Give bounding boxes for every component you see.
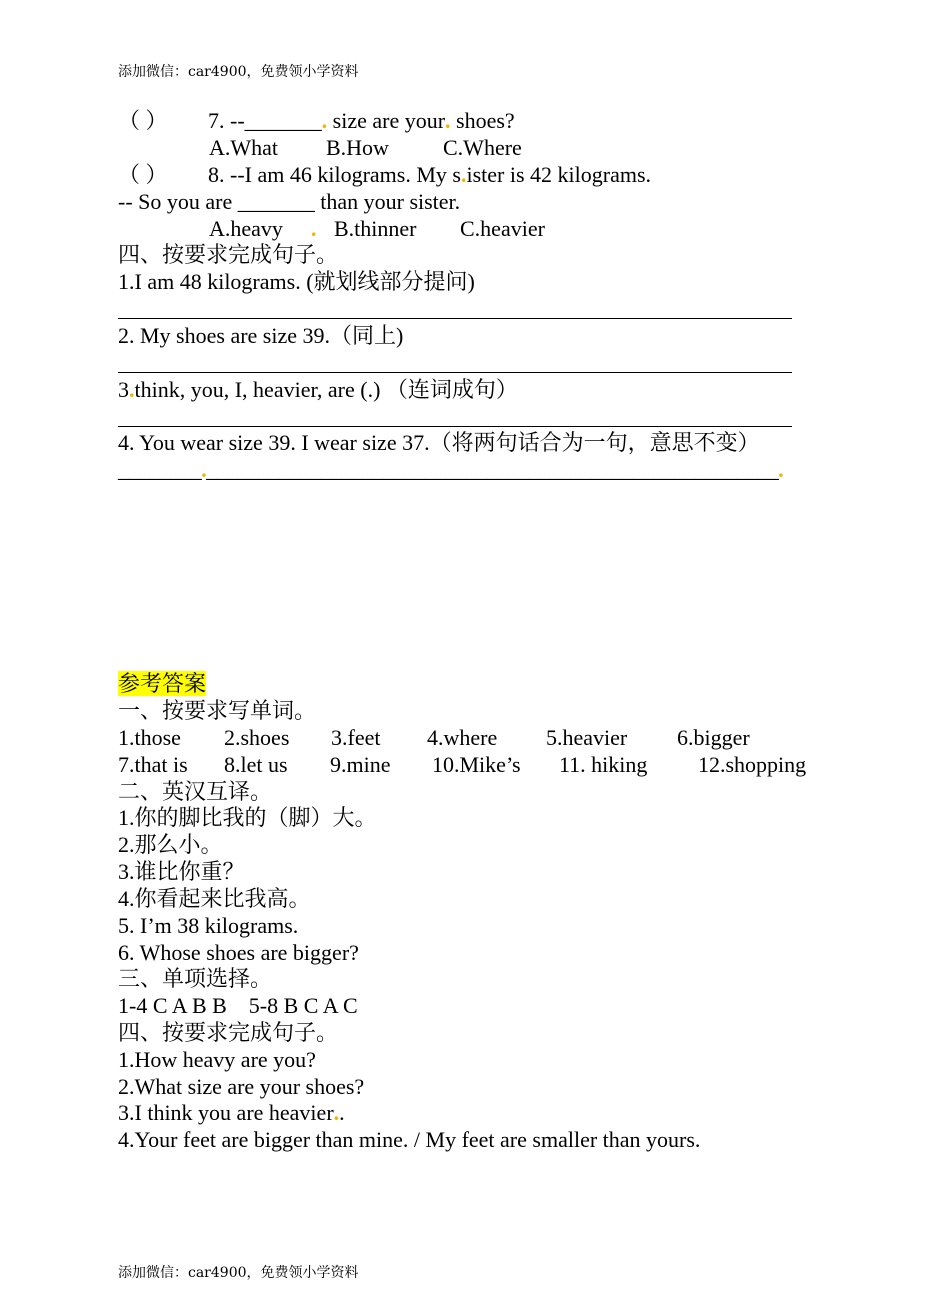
option-a: A.What bbox=[209, 135, 279, 160]
format-mark: . bbox=[201, 457, 207, 482]
format-mark: . bbox=[445, 108, 451, 133]
answer-paren: （ ） bbox=[118, 108, 168, 133]
format-mark: . bbox=[460, 162, 467, 187]
answer-item: 9.mine bbox=[330, 752, 391, 777]
answer-item: 8.let us bbox=[224, 752, 288, 777]
page-header: 添加微信：car4900，免费领小学资料 bbox=[118, 64, 359, 80]
answer-section-4-item-1: 1.How heavy are you? bbox=[118, 1047, 316, 1072]
option-c: C.heavier bbox=[460, 216, 545, 241]
format-mark: . bbox=[311, 216, 317, 241]
answer-section-4-item-4: 4.Your feet are bigger than mine. / My feet are smaller than yours. bbox=[118, 1127, 701, 1152]
question-8-line2: -- So you are _______ than your sister. bbox=[118, 189, 461, 214]
answer-item: 3.feet bbox=[331, 725, 381, 750]
answer-section-3-heading: 三、单项选择。 bbox=[118, 966, 273, 991]
section-4-item-4: 4. You wear size 39. I wear size 37.（将两句话合为一句，意思不变） bbox=[118, 430, 760, 455]
answer-section-4-item-3: 3.I think you are heavier.. bbox=[118, 1100, 345, 1125]
option-a: A.heavy bbox=[209, 216, 283, 241]
answer-section-2-heading: 二、英汉互译。 bbox=[118, 779, 273, 804]
answer-item: 2.shoes bbox=[224, 725, 290, 750]
answer-blank-line: ________._______________________________________________________. bbox=[118, 457, 784, 482]
format-mark: . bbox=[778, 457, 784, 482]
answer-section-2-item-1: 1.你的脚比我的（脚）大。 bbox=[118, 805, 377, 830]
answer-item: 5.heavier bbox=[546, 725, 628, 750]
answer-item: 4.where bbox=[427, 725, 498, 750]
answer-section-2-item-4: 4.你看起来比我高。 bbox=[118, 886, 311, 911]
answer-item: 1.those bbox=[118, 725, 181, 750]
answer-key-title: 参考答案 bbox=[118, 671, 207, 696]
answer-item: 7.that is bbox=[118, 752, 188, 777]
section-4-item-2: 2. My shoes are size 39.（同上) bbox=[118, 323, 404, 348]
answer-section-2-item-2: 2.那么小。 bbox=[118, 832, 223, 857]
answer-section-4-heading: 四、按要求完成句子。 bbox=[118, 1020, 339, 1045]
answer-item: 6.bigger bbox=[677, 725, 750, 750]
section-4-heading: 四、按要求完成句子。 bbox=[118, 242, 339, 267]
format-mark: . bbox=[321, 108, 328, 133]
answer-section-2-item-6: 6. Whose shoes are bigger? bbox=[118, 940, 359, 965]
answer-paren: （ ） bbox=[118, 162, 168, 187]
answer-item: 11. hiking bbox=[559, 752, 648, 777]
format-mark: . bbox=[333, 1100, 340, 1125]
section-4-item-1: 1.I am 48 kilograms. (就划线部分提问) bbox=[118, 269, 475, 294]
answer-section-2-item-5: 5. I’m 38 kilograms. bbox=[118, 913, 299, 938]
option-b: B.thinner bbox=[334, 216, 417, 241]
answer-line bbox=[118, 426, 792, 427]
option-b: B.How bbox=[326, 135, 389, 160]
option-c: C.Where bbox=[443, 135, 522, 160]
format-mark: . bbox=[129, 377, 135, 402]
answer-section-4-item-2: 2.What size are your shoes? bbox=[118, 1074, 365, 1099]
answer-item: 12.shopping bbox=[698, 752, 807, 777]
question-8-text: 8. --I am 46 kilograms. My s.ister is 42 kilograms. bbox=[208, 162, 652, 187]
answer-item: 10.Mike’s bbox=[432, 752, 521, 777]
answer-section-2-item-3: 3.谁比你重？ bbox=[118, 859, 245, 884]
answer-section-1-heading: 一、按要求写单词。 bbox=[118, 698, 317, 723]
answer-line bbox=[118, 318, 792, 319]
section-4-item-3: 3.think, you, I, heavier, are (.) （连词成句） bbox=[118, 377, 518, 402]
answer-line bbox=[118, 372, 792, 373]
answer-section-3-text: 1-4 C A B B 5-8 B C A C bbox=[118, 993, 358, 1018]
question-7-text: 7. --_______. size are your. shoes? bbox=[208, 108, 515, 133]
page-footer: 添加微信：car4900，免费领小学资料 bbox=[118, 1265, 359, 1281]
